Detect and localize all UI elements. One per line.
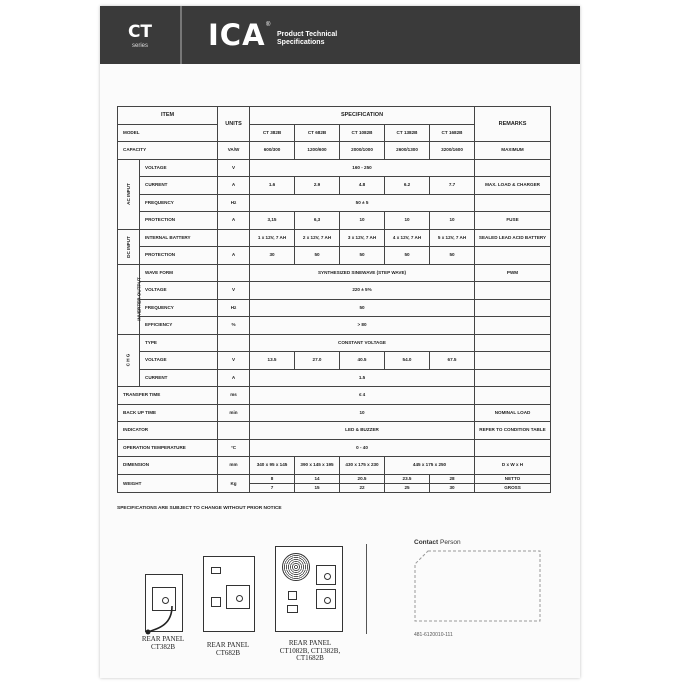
unit-cell [218,422,250,440]
caption-line: REAR PANEL [141,635,185,643]
rear-panel-caption [271,640,349,663]
remark-cell [475,352,551,370]
remark-cell [475,369,551,387]
spec-cell: 50 [430,247,475,265]
remark-cell: REFER TO CONDITION TABLE [475,422,551,440]
caption-line: CT1682B [296,654,324,662]
series-label: series [131,43,148,49]
capacity-cell: 2600/1300 [385,142,430,160]
remark-cell: NETTO [475,474,551,483]
spec-cell: 2 x 12V, 7 AH [295,229,340,247]
row-label: VOLTAGE [140,352,218,370]
spec-cell: 23.5 [385,474,430,483]
remark-cell: MAX. LOAD & CHARGER [475,177,551,195]
series-badge [100,6,182,64]
rear-panel-ct682b-drawing [203,556,255,632]
rear-panel-caption [128,636,198,651]
row-label-model: MODEL [118,124,218,142]
remark-cell [475,334,551,352]
unit-cell: ms [218,387,250,405]
capacity-cell: 1200/600 [295,142,340,160]
fuse-icon [211,597,221,607]
remark-cell: NOMINAL LOAD [475,404,551,422]
spec-cell: 340 x 95 x 145 [250,457,295,475]
row-label: FREQUENCY [140,299,218,317]
row-label: PROTECTION [140,247,218,265]
caption-line: CT682B [215,648,241,657]
power-socket-icon [316,565,336,585]
header-bar [100,6,580,64]
vertical-divider [366,544,367,634]
spec-cell: CONSTANT VOLTAGE [250,334,475,352]
unit-cell: mm [218,457,250,475]
spec-cell: 10 [340,212,385,230]
model-cell: CT 1682B [430,124,475,142]
header-remarks: REMARKS [475,107,551,142]
spec-cell: 10 [385,212,430,230]
spec-cell: 1.6 [250,177,295,195]
contact-heading [414,539,461,546]
spec-cell: 430 x 175 x 230 [340,457,385,475]
caption-line: CT1082B, CT1382B, [279,646,341,655]
row-label: TYPE [140,334,218,352]
remark-cell [475,387,551,405]
model-cell: CT 1082B [340,124,385,142]
row-label: CURRENT [140,369,218,387]
rear-panel-ct1082b-drawing [275,546,343,632]
row-label-operation-temperature: OPERATION TEMPERATURE [118,439,218,457]
remark-cell [475,247,551,265]
switch-icon [211,567,221,574]
remark-cell: FUSE [475,212,551,230]
unit-cell: Kg [218,474,250,492]
spec-cell: 5 x 12V, 7 AH [430,229,475,247]
spec-cell: 7 [250,483,295,492]
contact-label: Contact [414,539,439,546]
group-charger [118,334,140,387]
spec-cell: ≤ 4 [250,387,475,405]
group-label: DC INPUT [125,235,131,258]
remark-cell [475,282,551,300]
row-label: EFFICIENCY [140,317,218,335]
spec-cell: 20.5 [340,474,385,483]
capacity-cell: 3200/1600 [430,142,475,160]
group-ac-input [118,159,140,229]
spec-cell: > 80 [250,317,475,335]
group-label: C H G [125,353,131,367]
unit-cell: A [218,247,250,265]
spec-cell: 0 - 40 [250,439,475,457]
header-specification: SPECIFICATION [250,107,475,125]
row-label: VOLTAGE [140,282,218,300]
remark-cell: GROSS [475,483,551,492]
row-label: WAVE FORM [140,264,218,282]
rear-panel-caption [193,642,263,657]
unit-cell: min [218,404,250,422]
spec-cell: 30 [250,247,295,265]
spec-cell: 15 [295,483,340,492]
row-label-backup-time: BACK UP TIME [118,404,218,422]
header-tagline: Product Technical Specifications [277,31,338,46]
caption-line: REAR PANEL [288,639,332,647]
row-label-dimension: DIMENSION [118,457,218,475]
group-label: INVERTER OUTPUT [136,277,142,321]
remark-cell [475,317,551,335]
spec-cell: 6.2 [385,177,430,195]
remark-cell: PWM [475,264,551,282]
remark-cell [475,299,551,317]
series-code: CT [127,22,153,42]
spec-cell: 1.5 [250,369,475,387]
unit-cell: A [218,369,250,387]
unit-cell: VA/W [218,142,250,160]
remark-cell: MAXIMUM [475,142,551,160]
spec-cell: 3 x 12V, 7 AH [340,229,385,247]
row-label-capacity: CAPACITY [118,142,218,160]
spec-cell: 220 ± 5% [250,282,475,300]
caption-line: CT382B [150,642,176,651]
spec-cell: 50 [385,247,430,265]
unit-cell [218,334,250,352]
power-socket-icon [316,589,336,609]
unit-cell: Hz [218,299,250,317]
unit-cell: V [218,282,250,300]
row-label-weight: WEIGHT [118,474,218,492]
unit-cell [218,264,250,282]
spec-cell: 1 x 12V, 7 AH [250,229,295,247]
group-dc-input [118,229,140,264]
remark-cell [475,439,551,457]
capacity-cell: 2000/1000 [340,142,385,160]
spec-cell: 6,3 [295,212,340,230]
spec-cell: 28 [430,474,475,483]
row-label-indicator: INDICATOR [118,422,218,440]
caption-line: REAR PANEL [206,641,250,649]
spec-cell: 50 [295,247,340,265]
spec-cell: 445 x 175 x 250 [385,457,475,475]
spec-cell: 67.5 [430,352,475,370]
power-socket-icon [226,585,250,609]
disclaimer-note: SPECIFICATIONS ARE SUBJECT TO CHANGE WITHOUT PRIOR NOTICE [117,506,282,511]
model-cell: CT 682B [295,124,340,142]
group-label: AC INPUT [125,183,131,205]
unit-cell: °C [218,439,250,457]
spec-cell: SYNTHESIZED SINEWAVE (STEP WAVE) [250,264,475,282]
spec-cell: 40.5 [340,352,385,370]
spec-cell: 14 [295,474,340,483]
spec-cell: 10 [250,404,475,422]
capacity-cell: 600/300 [250,142,295,160]
contact-label-rest: Person [440,539,461,546]
spec-cell: 27.0 [295,352,340,370]
spec-cell: 50 [250,299,475,317]
row-label: CURRENT [140,177,218,195]
spec-cell: 8 [250,474,295,483]
spec-cell: 4.8 [340,177,385,195]
power-cord-icon [140,604,180,638]
fan-icon [282,553,310,581]
spec-cell: 22 [340,483,385,492]
unit-cell: V [218,352,250,370]
remark-cell: D x W x H [475,457,551,475]
registered-mark: ® [266,22,271,28]
switch-icon [287,605,298,613]
spec-cell: 4 x 12V, 7 AH [385,229,430,247]
row-label: FREQUENCY [140,194,218,212]
spec-cell: 13.5 [250,352,295,370]
specification-table [117,106,551,493]
spec-cell: 50 [340,247,385,265]
spec-cell: 10 [430,212,475,230]
spec-cell: 2.9 [295,177,340,195]
unit-cell: A [218,177,250,195]
row-label: VOLTAGE [140,159,218,177]
spec-cell: 50 ± 5 [250,194,475,212]
header-units: UNITS [218,107,250,142]
remark-cell: SEALED LEAD ACID BATTERY [475,229,551,247]
spec-cell: 25 [385,483,430,492]
spec-cell: 30 [430,483,475,492]
fuse-icon [288,591,297,600]
row-label-transfer-time: TRANSFER TIME [118,387,218,405]
unit-cell: A [218,212,250,230]
spec-cell: 3,15 [250,212,295,230]
model-cell: CT 1382B [385,124,430,142]
model-cell: CT 382B [250,124,295,142]
row-label: INTERNAL BATTERY [140,229,218,247]
remark-cell [475,194,551,212]
spec-cell: 54.0 [385,352,430,370]
row-label: PROTECTION [140,212,218,230]
brand-logo: ICA [208,18,266,52]
spec-cell: LED & BUZZER [250,422,475,440]
header-item: ITEM [118,107,218,125]
group-inverter-output [118,264,140,334]
remark-cell [475,159,551,177]
unit-cell: Hz [218,194,250,212]
spec-cell: 160 - 250 [250,159,475,177]
spec-cell: 390 x 145 x 195 [295,457,340,475]
unit-cell: % [218,317,250,335]
unit-cell [218,229,250,247]
contact-card-outline [414,550,542,622]
spec-cell: 7.7 [430,177,475,195]
contact-number: 481-6120010-111 [414,632,453,638]
unit-cell: V [218,159,250,177]
